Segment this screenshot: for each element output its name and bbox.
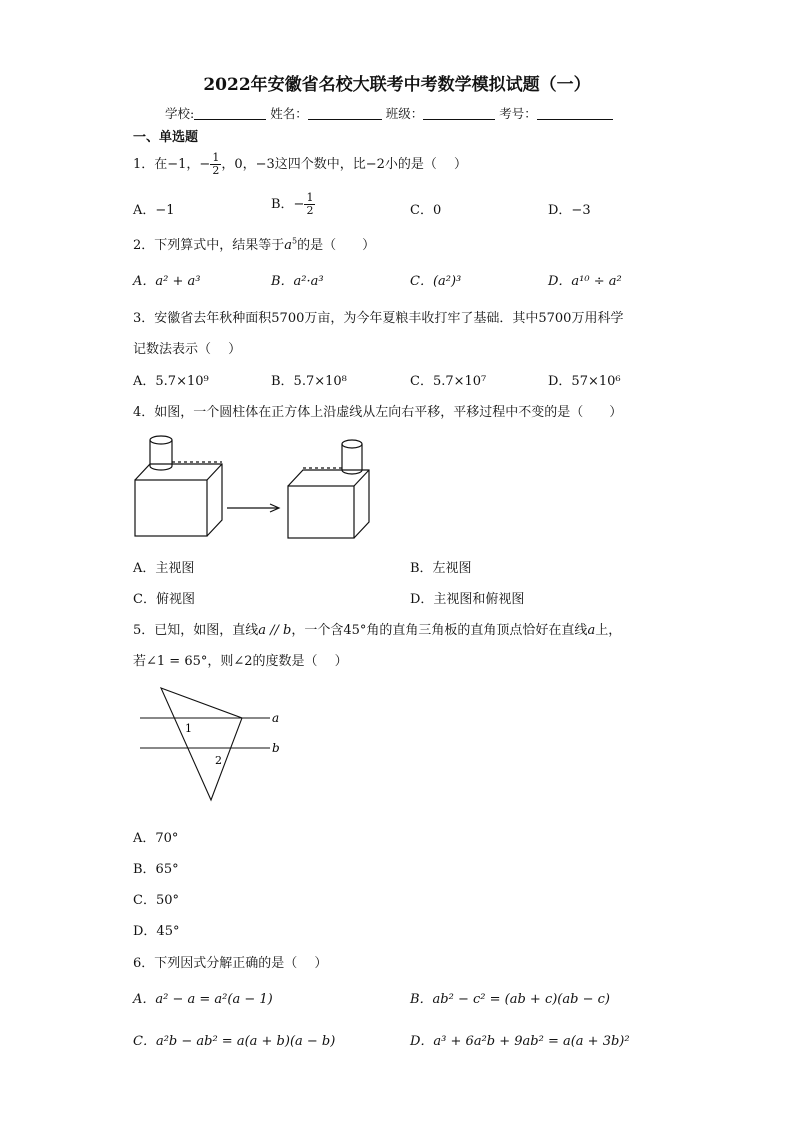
q1b-frac-num: 1 xyxy=(306,191,314,204)
q1-frac-den: 2 xyxy=(212,164,220,177)
q4-option-c[interactable]: C．俯视图 xyxy=(133,592,195,607)
q5-text-c: ，一个含45°角的直角三角板的直角顶点恰好在直线 xyxy=(291,623,588,638)
q2-option-d[interactable]: D．a¹⁰ ÷ a² xyxy=(548,274,622,289)
q4-option-b[interactable]: B．左视图 xyxy=(410,561,472,576)
right-cube-outline xyxy=(288,470,369,538)
q3-option-d[interactable]: D．57×10⁶ xyxy=(548,374,621,389)
q5-text-a: 5．已知，如图，直线 xyxy=(133,623,259,638)
q2-option-a[interactable]: A．a² + a³ xyxy=(133,274,201,289)
q6-option-d[interactable]: D．a³ + 6a²b + 9ab² = a(a + 3b)² xyxy=(410,1034,630,1049)
angle-2-label: 2 xyxy=(215,754,222,767)
q1-option-c[interactable]: C．0 xyxy=(410,203,442,218)
q2-stem-end: 的是（ ） xyxy=(297,238,376,253)
question-3-line-2: 记数法表示（ ） xyxy=(133,342,242,357)
q2-option-b[interactable]: B．a²·a³ xyxy=(271,274,324,289)
q1-option-a[interactable]: A．−1 xyxy=(133,203,175,218)
school-blank[interactable] xyxy=(194,107,266,120)
q4-figure-cube-cylinder xyxy=(130,428,390,540)
q6-option-a[interactable]: A．a² − a = a²(a − 1) xyxy=(133,992,273,1007)
student-info-line xyxy=(165,104,613,122)
q5-parallel: a // b xyxy=(258,623,292,638)
number-blank[interactable] xyxy=(537,107,613,120)
q2-stem-exp: 5 xyxy=(292,236,298,246)
right-cylinder-top xyxy=(342,440,362,448)
number-label: 考号： xyxy=(499,106,537,121)
q1-option-b-label: B．− xyxy=(271,197,305,212)
q4-option-d[interactable]: D．主视图和俯视图 xyxy=(410,592,525,607)
question-5-line-2: 若∠1 = 65°，则∠2的度数是（ ） xyxy=(133,654,348,669)
q1-option-b[interactable] xyxy=(271,192,315,217)
label-b: b xyxy=(272,741,280,755)
angle-1-label: 1 xyxy=(185,722,192,735)
q1-stem-start: 1．在−1，− xyxy=(133,157,211,172)
question-6-stem: 6．下列因式分解正确的是（ ） xyxy=(133,956,328,971)
q6-option-c[interactable]: C．a²b − ab² = a(a + b)(a − b) xyxy=(133,1034,336,1049)
left-cube-outline xyxy=(135,464,222,536)
question-3-line-1: 3．安徽省去年秋种面积5700万亩，为今年夏粮丰收打牢了基础．其中5700万用科学 xyxy=(133,311,624,326)
q1-stem-end: ，0，−3这四个数中，比−2小的是（ ） xyxy=(221,157,468,172)
class-blank[interactable] xyxy=(423,107,495,120)
q1-option-d[interactable]: D．−3 xyxy=(548,203,591,218)
q1-frac-num: 1 xyxy=(212,151,220,164)
q5-text-e: 上， xyxy=(595,623,622,638)
q2-stem-start: 2．下列算式中，结果等于 xyxy=(133,238,285,253)
q3-option-a[interactable]: A．5.7×10⁹ xyxy=(133,374,209,389)
q5-option-a[interactable]: A．70° xyxy=(133,831,179,846)
q1-fraction xyxy=(210,152,221,177)
q5-option-c[interactable]: C．50° xyxy=(133,893,179,908)
question-5-line-1 xyxy=(133,619,621,638)
q5-line-a: a xyxy=(587,623,596,638)
name-label: 姓名： xyxy=(270,106,308,121)
label-a: a xyxy=(272,711,280,725)
q4-option-a[interactable]: A．主视图 xyxy=(133,561,195,576)
right-cube-front xyxy=(288,486,354,538)
class-label: 班级： xyxy=(385,106,424,121)
left-cube-front xyxy=(135,480,207,536)
question-1-stem xyxy=(133,152,467,177)
q5-option-d[interactable]: D．45° xyxy=(133,924,180,939)
q3-option-b[interactable]: B．5.7×10⁸ xyxy=(271,374,347,389)
q3-option-c[interactable]: C．5.7×10⁷ xyxy=(410,374,487,389)
q1-option-b-fraction xyxy=(304,192,315,217)
q5-option-b[interactable]: B．65° xyxy=(133,862,179,877)
q2-stem-var: a xyxy=(284,238,293,253)
page-title: 2022年安徽省名校大联考中考数学模拟试题（一） xyxy=(203,75,591,95)
q1b-frac-den: 2 xyxy=(306,204,314,217)
q2-option-c[interactable]: C．(a²)³ xyxy=(410,274,462,289)
left-cylinder-top xyxy=(150,436,172,444)
section-heading: 一、单选题 xyxy=(133,130,199,145)
name-blank[interactable] xyxy=(308,107,382,120)
question-4-stem: 4．如图，一个圆柱体在正方体上沿虚线从左向右平移，平移过程中不变的是（ ） xyxy=(133,405,623,420)
school-label: 学校: xyxy=(165,106,195,121)
question-2-stem xyxy=(133,234,375,253)
q6-option-b[interactable]: B．ab² − c² = (ab + c)(ab − c) xyxy=(410,992,610,1007)
set-square-triangle xyxy=(161,688,242,800)
q5-figure-triangle-lines xyxy=(135,682,295,806)
